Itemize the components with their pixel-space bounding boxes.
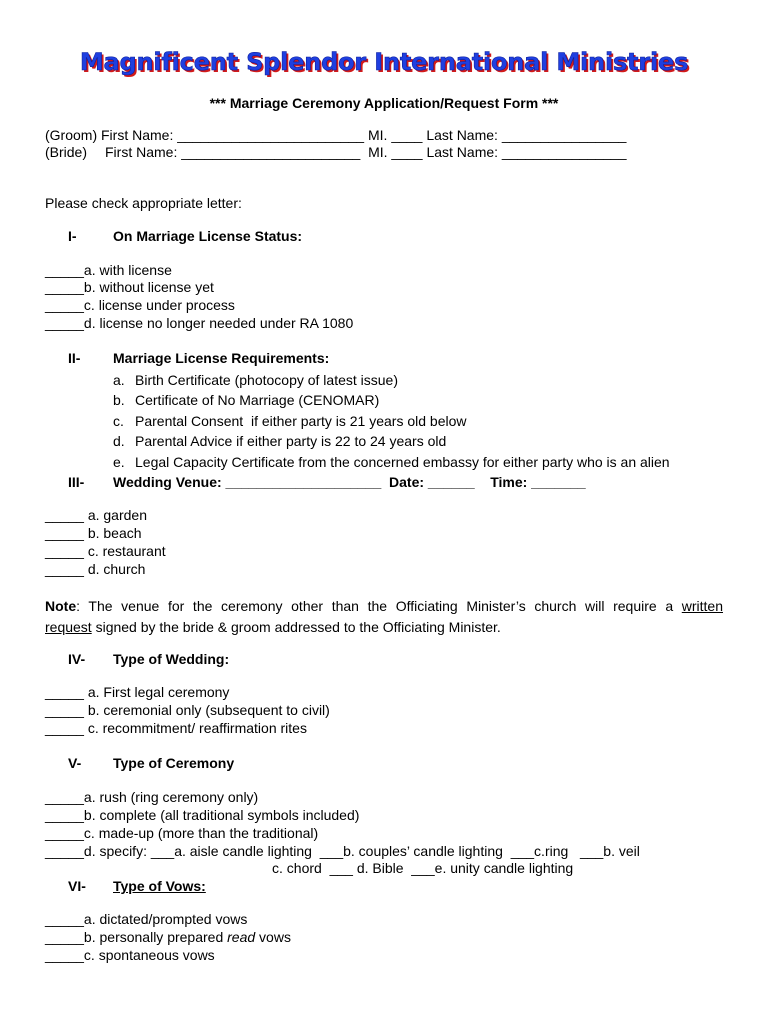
requirement-text-c: Parental Consent if either party is 21 years old below xyxy=(135,413,467,429)
section-5-number: V- xyxy=(68,755,82,771)
section-1-number: I- xyxy=(68,228,77,244)
wedding-option-b: _____ b. ceremonial only (subsequent to civil) xyxy=(45,702,330,718)
license-option-d: _____d. license no longer needed under RA 1080 xyxy=(45,315,354,331)
bride-name-line: First Name: _______________________ MI. ____ Last Name: ________________ xyxy=(105,144,627,160)
venue-option-a: _____ a. garden xyxy=(45,507,147,523)
note-text-2: signed by the bride & groom addressed to the Officiating Minister. xyxy=(91,619,501,635)
vows-option-b-emphasis: read xyxy=(227,929,256,945)
note-label: Note xyxy=(45,598,77,614)
organization-logo-title: Magnificent Splendor International Ministries xyxy=(79,48,689,76)
venue-option-c: _____ c. restaurant xyxy=(45,543,166,559)
requirement-text-d: Parental Advice if either party is 22 to 24 years old xyxy=(135,433,447,449)
bride-label: (Bride) xyxy=(45,144,88,160)
instruction-text: Please check appropriate letter: xyxy=(45,195,242,211)
ceremony-option-b: _____b. complete (all traditional symbols included) xyxy=(45,807,360,823)
section-5-heading: Type of Ceremony xyxy=(113,755,235,771)
ceremony-option-c: _____c. made-up (more than the traditional) xyxy=(45,825,319,841)
vows-option-b-suffix: vows xyxy=(255,929,291,945)
requirement-letter-b: b. xyxy=(113,392,125,408)
section-6-number: VI- xyxy=(68,878,86,894)
vows-option-a: _____a. dictated/prompted vows xyxy=(45,911,248,927)
requirement-letter-e: e. xyxy=(113,454,125,470)
section-4-number: IV- xyxy=(68,651,86,667)
section-4-heading: Type of Wedding: xyxy=(113,651,230,667)
venue-option-b: _____ b. beach xyxy=(45,525,142,541)
requirement-text-b: Certificate of No Marriage (CENOMAR) xyxy=(135,392,380,408)
requirement-letter-c: c. xyxy=(113,413,124,429)
section-1-heading: On Marriage License Status: xyxy=(113,228,303,244)
requirement-letter-a: a. xyxy=(113,372,125,388)
venue-option-d: _____ d. church xyxy=(45,561,146,577)
license-option-a: _____a. with license xyxy=(45,262,172,278)
section-2-heading: Marriage License Requirements: xyxy=(113,350,330,366)
note-line-2 xyxy=(45,617,723,638)
requirement-letter-d: d. xyxy=(113,433,125,449)
requirement-text-e: Legal Capacity Certificate from the concerned embassy for either party who is an alien xyxy=(135,454,670,470)
requirement-text-a: Birth Certificate (photocopy of latest issue) xyxy=(135,372,399,388)
license-option-b: _____b. without license yet xyxy=(45,279,214,295)
form-title: *** Marriage Ceremony Application/Request Form *** xyxy=(209,95,559,111)
ceremony-option-d-continuation: c. chord ___ d. Bible ___e. unity candle lighting xyxy=(272,860,574,876)
wedding-option-c: _____ c. recommitment/ reaffirmation rites xyxy=(45,720,307,736)
wedding-option-a: _____ a. First legal ceremony xyxy=(45,684,230,700)
note-written-text: written xyxy=(681,598,723,614)
note-request-text: request xyxy=(45,619,92,635)
note-text-1: : The venue for the ceremony other than the Officiating Minister’s church will require a xyxy=(76,598,682,614)
section-3-heading: Wedding Venue: ____________________ Date: ______ Time: _______ xyxy=(113,474,586,490)
vows-option-b-prefix: _____b. personally prepared xyxy=(45,929,228,945)
vows-option-c: _____c. spontaneous vows xyxy=(45,947,215,963)
section-6-heading: Type of Vows: xyxy=(113,878,206,894)
groom-name-line: (Groom) First Name: ________________________ MI. ____ Last Name: ________________ xyxy=(45,127,627,143)
note-line-1 xyxy=(45,596,723,617)
license-option-c: _____c. license under process xyxy=(45,297,235,313)
vows-option-b xyxy=(45,929,291,946)
ceremony-option-a: _____a. rush (ring ceremony only) xyxy=(45,789,259,805)
section-3-number: III- xyxy=(68,474,85,490)
ceremony-option-d: _____d. specify: ___a. aisle candle lighting ___b. couples’ candle lighting ___c.ring ___b. veil xyxy=(45,843,640,859)
section-2-number: II- xyxy=(68,350,81,366)
